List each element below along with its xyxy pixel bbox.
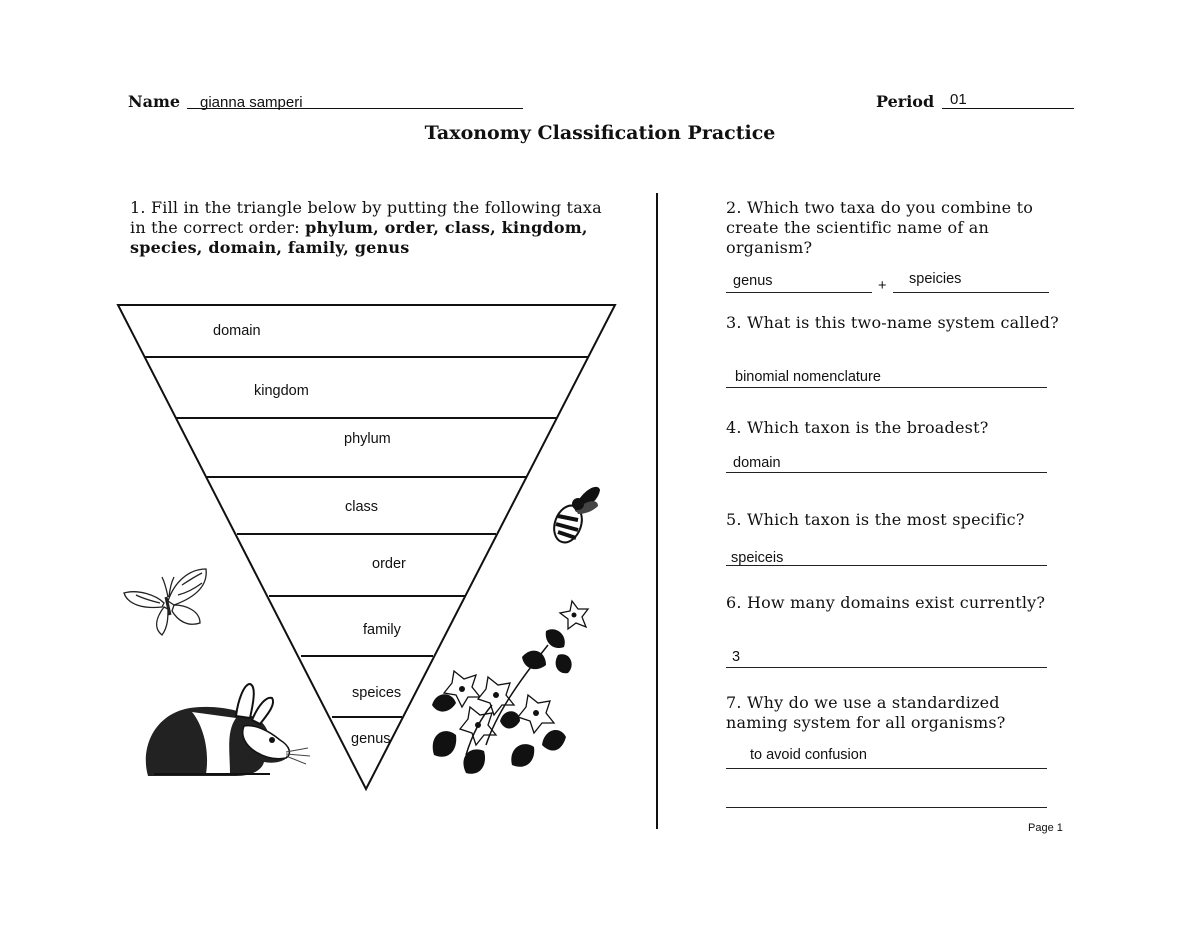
butterfly-icon (122, 565, 210, 639)
rabbit-icon (140, 678, 312, 782)
question-1-text: 1. Fill in the triangle below by putting the following taxa in the correct order: (130, 198, 602, 237)
answer-4-line (726, 472, 1047, 473)
name-field[interactable]: gianna samperi (200, 94, 303, 111)
question-1-taxa: phylum, order, class, kingdom, species, domain, family, genus (130, 218, 588, 257)
plus-sign: + (878, 278, 887, 294)
period-label: Period (876, 92, 935, 111)
answer-6-field[interactable]: 3 (732, 649, 741, 665)
answer-2a-line (726, 292, 872, 293)
triangle-answer-7[interactable]: speices (352, 685, 402, 701)
answer-2b-line (893, 292, 1049, 293)
flowers-icon (426, 595, 594, 787)
answer-7-line-1 (726, 768, 1047, 769)
question-3: 3. What is this two-name system called? (726, 313, 1059, 332)
answer-3-field[interactable]: binomial nomenclature (735, 369, 881, 385)
answer-2b-field[interactable]: speicies (909, 271, 962, 287)
triangle-answer-1[interactable]: domain (213, 323, 261, 339)
answer-7-field[interactable]: to avoid confusion (750, 747, 867, 763)
triangle-answer-4[interactable]: class (345, 499, 379, 515)
column-divider (656, 193, 658, 829)
page-title: Taxonomy Classification Practice (424, 122, 776, 144)
answer-6-line (726, 667, 1047, 668)
question-7: 7. Why do we use a standardized naming system for all organisms? (726, 693, 1006, 732)
page-number: Page 1 (1028, 822, 1063, 834)
triangle-answer-6[interactable]: family (363, 622, 401, 638)
period-line (942, 108, 1074, 109)
triangle-answer-8[interactable]: genus (351, 731, 391, 747)
answer-2a-field[interactable]: genus (733, 273, 773, 289)
period-field[interactable]: 01 (950, 91, 967, 108)
answer-7-line-2[interactable] (726, 807, 1047, 808)
question-2: 2. Which two taxa do you combine to create the scientific name of an organism? (726, 198, 1034, 257)
triangle-answer-3[interactable]: phylum (344, 431, 391, 447)
answer-5-field[interactable]: speiceis (731, 550, 784, 566)
triangle-answer-5[interactable]: order (372, 556, 406, 572)
triangle-answer-2[interactable]: kingdom (254, 383, 309, 399)
question-6: 6. How many domains exist currently? (726, 593, 1046, 612)
name-label: Name (128, 92, 181, 111)
question-5: 5. Which taxon is the most specific? (726, 510, 1025, 529)
bee-icon (546, 480, 602, 546)
answer-3-line (726, 387, 1047, 388)
answer-4-field[interactable]: domain (733, 455, 781, 471)
question-4: 4. Which taxon is the broadest? (726, 418, 989, 437)
